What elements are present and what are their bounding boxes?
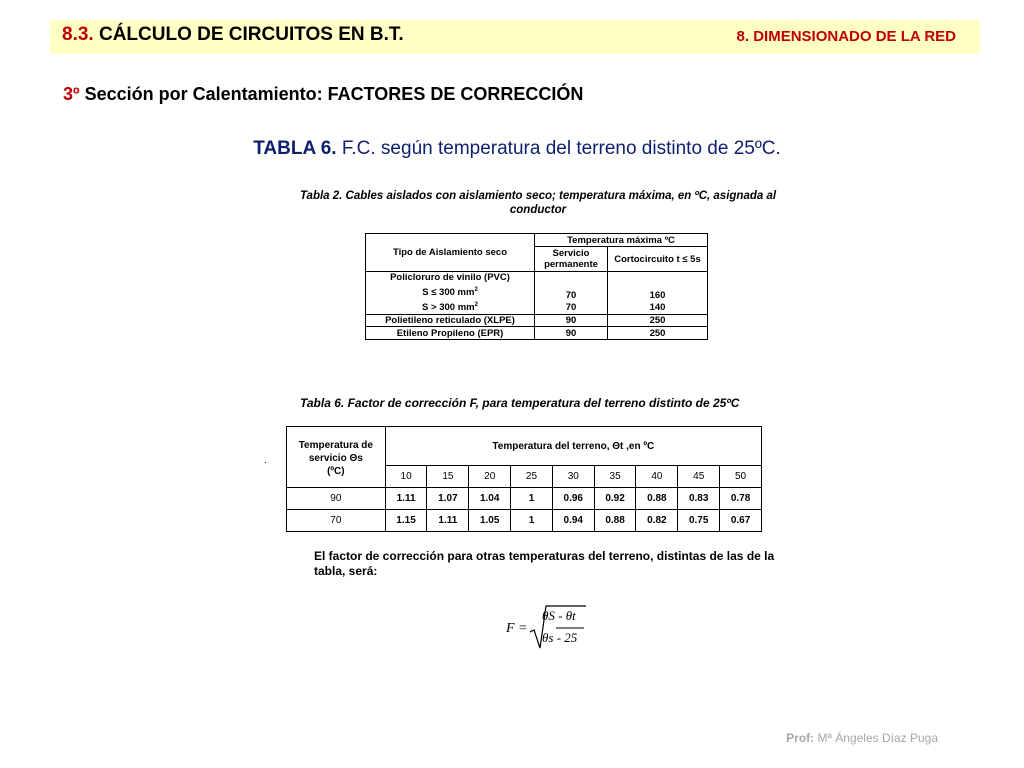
table2-pvc-short xyxy=(608,272,708,315)
table2-col-type: Tipo de Aislamiento seco xyxy=(366,234,535,272)
formula-denominator: θs - 25 xyxy=(542,630,578,645)
table6-row-header xyxy=(287,427,386,488)
table6-cell: 0.96 xyxy=(552,488,594,510)
formula-lhs: F = xyxy=(506,621,528,636)
table2-epr-service: 90 xyxy=(535,327,608,340)
table2-epr-short: 250 xyxy=(608,327,708,340)
table6-caption: Tabla 6. Factor de corrección F, para temperatura del terreno distinto de 25ºC xyxy=(300,396,740,410)
table6-cell: 0.88 xyxy=(594,510,636,532)
table6-cell: 0.82 xyxy=(636,510,678,532)
header-title-text: CÁLCULO DE CIRCUITOS EN B.T. xyxy=(93,24,404,45)
stray-dot: . xyxy=(264,455,267,466)
header-number: 8.3. xyxy=(62,24,94,45)
table6-temp-header: 20 xyxy=(469,466,511,488)
table6-temp-header: 40 xyxy=(636,466,678,488)
table6-cell: 1.15 xyxy=(385,510,427,532)
table6-row-header-line3: (ºC) xyxy=(327,466,345,477)
table6-cell: 1.07 xyxy=(427,488,469,510)
footer-credit xyxy=(786,731,938,745)
table2-pvc-large-short: 140 xyxy=(649,302,666,314)
table2-pvc-small: S ≤ 300 mm xyxy=(422,287,475,299)
table6-row-header-line1: Temperatura de xyxy=(298,440,373,451)
section-heading-text: Sección por Calentamiento: FACTORES DE CORRECCIÓN xyxy=(79,84,584,104)
table6-cell: 1.05 xyxy=(469,510,511,532)
table2-col-service: Servicio permanente xyxy=(535,247,608,272)
table6-row xyxy=(287,510,762,532)
table2-pvc-large: S > 300 mm xyxy=(422,302,475,314)
table6-temp-header: 25 xyxy=(511,466,553,488)
table6-cell: 0.75 xyxy=(678,510,720,532)
table6-temp-header: 35 xyxy=(594,466,636,488)
table6-cell: 0.94 xyxy=(552,510,594,532)
table2-col-short: Cortocircuito t ≤ 5s xyxy=(608,247,708,272)
table2-sup-2: 2 xyxy=(474,302,478,309)
header-title xyxy=(62,24,404,46)
table2-pvc-large-line xyxy=(366,299,534,314)
table2-pvc-service xyxy=(535,272,608,315)
header-bar xyxy=(50,20,980,54)
table2-sup-1: 2 xyxy=(474,287,478,293)
table6-row-header-line2: servicio Θs xyxy=(308,453,363,464)
table6-cell: 0.88 xyxy=(636,488,678,510)
section-heading xyxy=(63,84,583,105)
table2 xyxy=(365,233,708,340)
table2-xlpe-service: 90 xyxy=(535,315,608,327)
table6-cell: 0.92 xyxy=(594,488,636,510)
main-caption xyxy=(0,138,1024,160)
table6-temp-header: 10 xyxy=(385,466,427,488)
table6 xyxy=(286,426,762,532)
table2-pvc-large-service: 70 xyxy=(565,302,577,314)
header-section: 8. DIMENSIONADO DE LA RED xyxy=(736,28,956,45)
main-caption-text: F.C. según temperatura del terreno distinto de 25ºC. xyxy=(336,138,781,159)
table2-caption: Tabla 2. Cables aislados con aislamiento seco; temperatura máxima, en ºC, asignada al conductor xyxy=(299,190,777,216)
table2-pvc-cell xyxy=(366,272,535,315)
table6-cell: 1.11 xyxy=(385,488,427,510)
table6-cell: 0.83 xyxy=(678,488,720,510)
footer-name: Mª Ángeles Díaz Puga xyxy=(814,731,938,745)
table2-pvc-small-short: 160 xyxy=(649,290,666,302)
table2-xlpe-label: Polietileno reticulado (XLPE) xyxy=(366,315,535,327)
table2-xlpe-short: 250 xyxy=(608,315,708,327)
table6-service-temp: 90 xyxy=(287,488,386,510)
table2-col-group: Temperatura máxima ºC xyxy=(535,234,708,247)
note-text: El factor de corrección para otras temperaturas del terreno, distintas de las de la tabla, será: xyxy=(314,549,775,578)
table6-row xyxy=(287,488,762,510)
main-caption-bold: TABLA 6. xyxy=(253,138,337,159)
table6-cell: 1 xyxy=(511,488,553,510)
table6-cell: 1.04 xyxy=(469,488,511,510)
section-number: 3º xyxy=(63,84,80,104)
table6-service-temp: 70 xyxy=(287,510,386,532)
table6-cell: 1.11 xyxy=(427,510,469,532)
table2-pvc-small-line xyxy=(366,284,534,299)
table6-cell: 0.78 xyxy=(720,488,762,510)
table6-cell: 1 xyxy=(511,510,553,532)
table6-cell: 0.67 xyxy=(720,510,762,532)
footer-label: Prof: xyxy=(786,731,815,745)
table2-pvc-small-service: 70 xyxy=(565,290,577,302)
table6-col-group: Temperatura del terreno, Θt ,en ºC xyxy=(385,427,761,466)
table6-temp-header: 15 xyxy=(427,466,469,488)
table6-temp-header: 30 xyxy=(552,466,594,488)
formula-numerator: θS - θt xyxy=(542,608,576,623)
table6-temp-header: 45 xyxy=(678,466,720,488)
table2-epr-label: Etileno Propileno (EPR) xyxy=(366,327,535,340)
table2-pvc-label: Policloruro de vinilo (PVC) xyxy=(390,272,510,283)
table6-temp-header: 50 xyxy=(720,466,762,488)
